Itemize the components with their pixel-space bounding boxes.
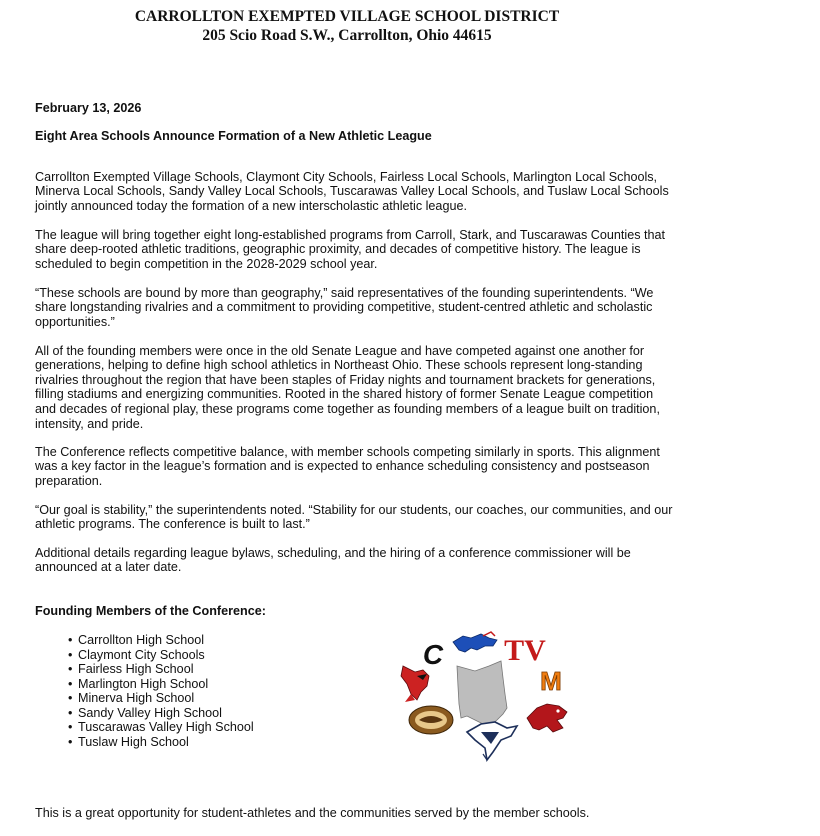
closing-statement: This is a great opportunity for student-athletes and the communities served by the member schools. xyxy=(35,806,590,820)
paragraph-history: All of the founding members were once in the old Senate League and have competed against one another for generations, helping to define high school athletics in Northeast Ohio. These schools represent long-standing rivalries throughout the region that have been staples of Friday nights and tournament brackets for generations, filling stadiums and energizing communities. Rooted in the shared history of former Senate League competition and decades of regional play, these programs come together as founding members of a league built on tradition, intensity, and pride. xyxy=(35,343,660,431)
paragraph-superintendents-quote: “These schools are bound by more than geography,” said representatives of the founding superintendents. “We share longstanding rivalries and a commitment to providing competitive, student-centred athletic and scholastic opportunities.” xyxy=(35,285,654,329)
letterhead xyxy=(0,7,694,45)
list-item: • Fairless High School xyxy=(68,662,254,677)
claymont-mustang-icon xyxy=(453,632,497,652)
list-item: • Tuslaw High School xyxy=(68,735,254,750)
paragraph-counties: The league will bring together eight long-established programs from Carroll, Stark, and Tuscarawas Counties that share deep-rooted athletic traditions, geographic proximity, and decades of competitive history. The league is scheduled to begin competition in the 2028-2029 school year. xyxy=(35,227,666,271)
paragraph-stability-quote: “Our goal is stability,” the superintendents noted. “Stability for our students, our coaches, our communities, and our athletic programs. The conference is built to last.” xyxy=(35,502,673,532)
paragraph-announcement: Carrollton Exempted Village Schools, Claymont City Schools, Fairless Local Schools, Marlington Local Schools, Minerva Local Schools, Sandy Valley Local Schools, Tuscarawas Valley Local Schools, and Tuslaw Local Schools jointly announced today the formation of a new interscholastic athletic league. xyxy=(35,169,669,213)
release-date: February 13, 2026 xyxy=(35,101,142,115)
list-item: • Carrollton High School xyxy=(68,633,254,648)
list-item: • Marlington High School xyxy=(68,677,254,692)
district-address: 205 Scio Road S.W., Carrollton, Ohio 44615 xyxy=(202,27,492,44)
tuslaw-eagle-icon xyxy=(467,722,517,760)
minerva-lion-icon xyxy=(527,704,567,732)
fairless-falcons-logo xyxy=(409,706,453,734)
member-logos-cluster xyxy=(397,628,593,766)
list-item: • Claymont City Schools xyxy=(68,648,254,663)
release-headline: Eight Area Schools Announce Formation of a New Athletic League xyxy=(35,129,432,143)
list-item: • Tuscarawas Valley High School xyxy=(68,720,254,735)
marlington-m-logo: M xyxy=(540,666,562,696)
district-name: CARROLLTON EXEMPTED VILLAGE SCHOOL DISTRICT xyxy=(134,8,560,25)
founding-members-title: Founding Members of the Conference: xyxy=(35,604,266,618)
founding-members-list xyxy=(68,633,254,749)
paragraph-additional-details: Additional details regarding league bylaws, scheduling, and the hiring of a conference commissioner will be announced at a later date. xyxy=(35,545,631,575)
list-item: • Sandy Valley High School xyxy=(68,706,254,721)
paragraph-balance: The Conference reflects competitive balance, with member schools competing similarly in sports. This alignment was a key factor in the league’s formation and is expected to enhance scheduling consistency and postseason preparation. xyxy=(35,444,660,488)
sandy-valley-cardinal-icon xyxy=(401,666,429,702)
list-item: • Minerva High School xyxy=(68,691,254,706)
ohio-map-icon xyxy=(457,661,507,725)
carrollton-c-logo: C xyxy=(422,639,444,670)
tusc-valley-tv-logo: TV xyxy=(504,634,546,667)
